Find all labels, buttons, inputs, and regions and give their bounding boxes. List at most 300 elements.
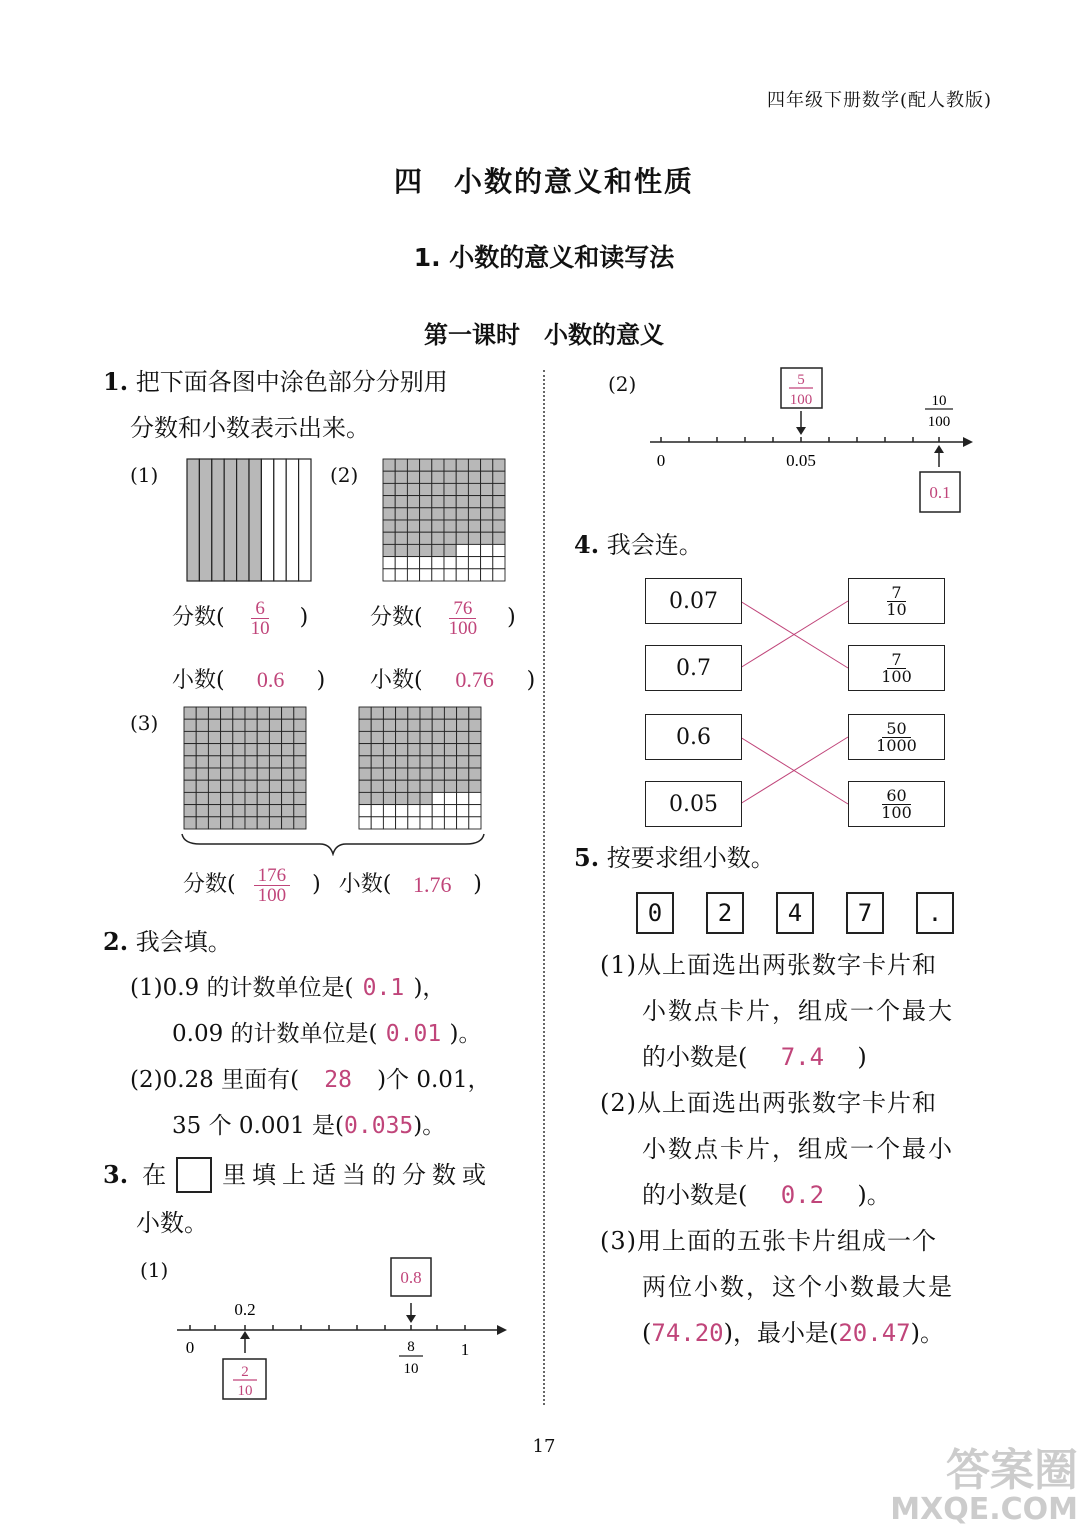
grid-cell xyxy=(196,719,208,731)
strip-8 xyxy=(274,459,286,581)
grid-cell xyxy=(269,768,281,780)
grid-cell xyxy=(444,780,456,792)
q1-prompt-line1: 把下面各图中涂色部分分别用 xyxy=(135,368,448,396)
grid-cell xyxy=(359,744,371,756)
grid-cell xyxy=(245,780,257,792)
grid-cell xyxy=(432,780,444,792)
grid-cell xyxy=(432,520,444,532)
column-divider xyxy=(543,370,545,1405)
q4-left-card-2[interactable]: 0.7 xyxy=(645,645,742,691)
frac-numerator: 6 xyxy=(251,599,269,619)
grid-cell xyxy=(269,817,281,829)
box-frac-den: 10 xyxy=(237,1383,253,1399)
grid-cell xyxy=(481,483,493,495)
strip-3 xyxy=(212,459,224,581)
grid-cell xyxy=(383,719,395,731)
q5-p3-line2: 两位小数，这个小数最大是 xyxy=(642,1273,954,1301)
text: )，最小是( xyxy=(723,1319,839,1347)
grid-cell xyxy=(457,707,469,719)
grid-cell xyxy=(383,459,395,471)
grid-cell xyxy=(408,780,420,792)
answer-min: 20.47 xyxy=(838,1319,911,1347)
strip-10 xyxy=(299,459,311,581)
grid-cell xyxy=(457,744,469,756)
watermark-line2: MXQE.COM xyxy=(890,1492,1078,1527)
grid-cell xyxy=(383,532,395,544)
grid-cell xyxy=(493,520,505,532)
grid-cell xyxy=(407,569,419,581)
grid-cell xyxy=(444,731,456,743)
unit-title: 四 小数的意义和性质 xyxy=(393,165,694,198)
answer-fraction xyxy=(247,599,274,638)
answer: 28 xyxy=(324,1067,352,1093)
grid-cell xyxy=(444,768,456,780)
grid-cell xyxy=(245,817,257,829)
grid-cell xyxy=(371,756,383,768)
grid-cell xyxy=(359,780,371,792)
grid-cell xyxy=(420,744,432,756)
grid-cell xyxy=(383,780,395,792)
text: 在 xyxy=(142,1161,167,1189)
grid-cell xyxy=(282,792,294,804)
grid-cell xyxy=(257,731,269,743)
q5-p2-line2: 小数点卡片，组成一个最小 xyxy=(642,1135,954,1163)
q1-part3-answers xyxy=(183,865,482,905)
grid-cell xyxy=(456,544,468,556)
lesson-title: 第一课时 小数的意义 xyxy=(424,321,664,349)
grid-cell xyxy=(457,756,469,768)
grid-cell xyxy=(184,780,196,792)
grid-cell xyxy=(282,756,294,768)
digit-card-0[interactable]: 0 xyxy=(636,892,674,934)
grid-cell xyxy=(420,483,432,495)
grid-cell xyxy=(184,792,196,804)
grid-cell xyxy=(493,483,505,495)
grid-cell xyxy=(383,483,395,495)
grid-cell xyxy=(469,768,481,780)
fraction-label: 分数( xyxy=(183,872,236,897)
grid-cell xyxy=(408,792,420,804)
grid-cell xyxy=(420,756,432,768)
grid-cell xyxy=(408,719,420,731)
grid-cell xyxy=(221,792,233,804)
q2-line2 xyxy=(172,1014,481,1054)
grid-cell xyxy=(257,756,269,768)
grid-cell xyxy=(444,508,456,520)
grid-cell xyxy=(371,792,383,804)
strip-6 xyxy=(249,459,261,581)
grid-cell xyxy=(481,496,493,508)
grid-cell xyxy=(359,756,371,768)
grid-cell xyxy=(432,707,444,719)
den: 100 xyxy=(881,802,912,822)
grid-cell xyxy=(184,731,196,743)
grid-cell xyxy=(432,569,444,581)
q1-part2-decimal-answer xyxy=(370,660,535,701)
grid-cell xyxy=(469,719,481,731)
frac-denominator: 10 xyxy=(250,617,270,639)
grid-cell xyxy=(457,719,469,731)
q5-p2-line3 xyxy=(642,1175,891,1215)
frac-den: 10 xyxy=(403,1361,419,1377)
grid-cell xyxy=(395,520,407,532)
grid-cell xyxy=(233,817,245,829)
grid-cell xyxy=(420,471,432,483)
grid-cell xyxy=(457,817,469,829)
grid-cell xyxy=(257,805,269,817)
grid-cell xyxy=(395,557,407,569)
grid-cell xyxy=(407,508,419,520)
q1-figure-grid-full xyxy=(183,706,307,830)
q1-part2-fraction-answer xyxy=(370,598,516,638)
grid-cell xyxy=(444,817,456,829)
box-answer-0-8: 0.8 xyxy=(400,1268,422,1287)
grid-cell xyxy=(196,792,208,804)
grid-cell xyxy=(432,792,444,804)
grid-cell xyxy=(396,792,408,804)
grid-cell xyxy=(383,756,395,768)
grid-cell xyxy=(269,707,281,719)
grid-cell xyxy=(457,731,469,743)
answer: 0.2 xyxy=(780,1181,825,1209)
grid-cell xyxy=(396,768,408,780)
fraction xyxy=(872,718,921,755)
grid-cell xyxy=(282,780,294,792)
text: ) xyxy=(857,1043,867,1071)
grid-cell xyxy=(371,744,383,756)
grid-cell xyxy=(444,471,456,483)
answer-fraction xyxy=(445,599,482,638)
grid-cell xyxy=(269,719,281,731)
q4-right-card-1[interactable] xyxy=(848,578,945,624)
grid-cell xyxy=(444,792,456,804)
strip-2 xyxy=(199,459,211,581)
grid-cell xyxy=(294,768,306,780)
digit-card-4[interactable]: 4 xyxy=(776,892,814,934)
grid-cell xyxy=(371,805,383,817)
q1-number: 1. xyxy=(103,367,129,396)
frac-denominator: 100 xyxy=(257,884,287,906)
grid-cell xyxy=(233,731,245,743)
grid-cell xyxy=(444,744,456,756)
grid-cell xyxy=(196,707,208,719)
grid-cell xyxy=(432,471,444,483)
grid-cell xyxy=(395,569,407,581)
grid-cell xyxy=(196,756,208,768)
grid-cell xyxy=(233,744,245,756)
grid-cell xyxy=(432,817,444,829)
grid-cell xyxy=(420,731,432,743)
grid-cell xyxy=(383,508,395,520)
grid-cell xyxy=(257,817,269,829)
strip-7 xyxy=(261,459,273,581)
grid-cell xyxy=(456,483,468,495)
grid-cell xyxy=(444,805,456,817)
grid-cell xyxy=(493,544,505,556)
q3-number-line-1 xyxy=(175,1255,515,1405)
grid-cell xyxy=(468,459,480,471)
grid-cell xyxy=(282,817,294,829)
q5-p1-line2: 小数点卡片，组成一个最大 xyxy=(642,997,954,1025)
grid-cell xyxy=(359,719,371,731)
grid-cell xyxy=(407,483,419,495)
grid-cell xyxy=(294,744,306,756)
frac-numerator: 76 xyxy=(449,599,476,619)
grid-cell xyxy=(359,731,371,743)
grid-cell xyxy=(396,707,408,719)
grid-cell xyxy=(184,817,196,829)
decimal-point-card[interactable]: . xyxy=(916,892,954,934)
grid-cell xyxy=(184,744,196,756)
fraction-label: 分数( xyxy=(172,605,225,630)
box-frac-num: 2 xyxy=(241,1364,249,1380)
q1-part3-label: (3) xyxy=(130,711,159,735)
grid-cell xyxy=(493,557,505,569)
den: 1000 xyxy=(876,735,917,755)
grid-cell xyxy=(208,780,220,792)
grid-cell xyxy=(294,756,306,768)
grid-cell xyxy=(269,780,281,792)
grid-cell xyxy=(407,532,419,544)
answer: 0.1 xyxy=(362,975,405,1001)
grid-cell xyxy=(221,780,233,792)
q4-right-card-3[interactable] xyxy=(848,714,945,760)
digit-card-7[interactable]: 7 xyxy=(846,892,884,934)
grid-cell xyxy=(245,756,257,768)
grid-cell xyxy=(493,496,505,508)
grid-cell xyxy=(221,805,233,817)
grid-cell xyxy=(407,471,419,483)
grid-cell xyxy=(420,817,432,829)
grid-cell xyxy=(294,731,306,743)
grid-cell xyxy=(468,508,480,520)
grid-cell xyxy=(257,744,269,756)
grid-cell xyxy=(432,756,444,768)
grid-cell xyxy=(456,459,468,471)
answer: 0.035 xyxy=(344,1113,414,1139)
frac-numerator: 176 xyxy=(254,866,291,886)
q4-right-card-2[interactable] xyxy=(848,645,945,691)
grid-cell xyxy=(221,744,233,756)
q4-number: 4. xyxy=(574,530,600,559)
grid-cell xyxy=(233,805,245,817)
q5-p1-line1: (1)从上面选出两张数字卡片和 xyxy=(600,951,937,979)
grid-cell xyxy=(420,792,432,804)
q4-left-card-4[interactable]: 0.05 xyxy=(645,781,742,827)
grid-cell xyxy=(456,508,468,520)
grid-cell xyxy=(221,756,233,768)
grid-cell xyxy=(383,731,395,743)
q2-prompt-text: 我会填。 xyxy=(135,928,232,956)
strip-1 xyxy=(187,459,199,581)
grid-cell xyxy=(208,707,220,719)
grid-cell xyxy=(420,557,432,569)
grid-cell xyxy=(269,744,281,756)
grid-cell xyxy=(396,805,408,817)
grid-cell xyxy=(359,817,371,829)
text: (1)0.9 的计数单位是( xyxy=(130,975,354,1001)
grid-cell xyxy=(221,768,233,780)
grid-cell xyxy=(432,483,444,495)
tick-label-1: 1 xyxy=(460,1340,470,1359)
grid-cell xyxy=(196,768,208,780)
grid-cell xyxy=(408,756,420,768)
grid-cell xyxy=(233,792,245,804)
grid-cell xyxy=(371,768,383,780)
grid-cell xyxy=(208,756,220,768)
answer-fraction xyxy=(254,866,291,905)
text: )。 xyxy=(910,1319,944,1347)
grid-cell xyxy=(407,459,419,471)
grid-cell xyxy=(408,817,420,829)
text: 里填上适当的分数或 xyxy=(222,1161,493,1189)
q4-left-card-3[interactable]: 0.6 xyxy=(645,714,742,760)
text: )， xyxy=(413,975,446,1001)
box-frac-den: 100 xyxy=(789,392,813,408)
grid-cell xyxy=(420,780,432,792)
label-0-05: 0.05 xyxy=(786,451,816,470)
grid-cell xyxy=(444,569,456,581)
grid-cell xyxy=(457,792,469,804)
grid-cell xyxy=(468,557,480,569)
q5-number: 5. xyxy=(574,843,600,872)
strip-5 xyxy=(237,459,249,581)
grid-cell xyxy=(396,719,408,731)
grid-cell xyxy=(493,471,505,483)
grid-cell xyxy=(245,731,257,743)
grid-cell xyxy=(282,805,294,817)
grid-cell xyxy=(456,532,468,544)
watermark-line1: 答案圈 xyxy=(946,1445,1078,1496)
grid-cell xyxy=(444,483,456,495)
q1-prompt-line2: 分数和小数表示出来。 xyxy=(130,414,370,442)
grid-cell xyxy=(408,707,420,719)
fraction xyxy=(877,649,916,686)
grid-cell xyxy=(294,805,306,817)
grid-cell xyxy=(456,520,468,532)
text: )。 xyxy=(857,1181,891,1209)
grid-cell xyxy=(469,805,481,817)
grid-cell xyxy=(395,496,407,508)
grid-cell xyxy=(395,532,407,544)
grid-cell xyxy=(432,508,444,520)
grid-cell xyxy=(196,817,208,829)
q2-line4 xyxy=(172,1106,445,1146)
grid-cell xyxy=(468,483,480,495)
fraction-label: 分数( xyxy=(370,605,423,630)
grid-cell xyxy=(469,792,481,804)
grid-cell xyxy=(493,508,505,520)
grid-cell xyxy=(432,557,444,569)
grid-cell xyxy=(396,744,408,756)
grid-cell xyxy=(282,707,294,719)
num: 7 xyxy=(887,652,905,669)
grid-cell xyxy=(444,557,456,569)
q3-part2-label: (2) xyxy=(608,372,637,396)
q4-prompt-text: 我会连。 xyxy=(606,531,703,559)
grid-cell xyxy=(468,544,480,556)
grid-cell xyxy=(408,731,420,743)
grid-cell xyxy=(233,719,245,731)
grid-cell xyxy=(184,805,196,817)
grid-cell xyxy=(383,520,395,532)
grid-cell xyxy=(407,544,419,556)
num: 7 xyxy=(887,585,905,602)
label-0-2: 0.2 xyxy=(234,1300,256,1319)
text: 0.09 的计数单位是( xyxy=(172,1021,378,1047)
grid-cell xyxy=(233,756,245,768)
grid-cell xyxy=(233,707,245,719)
grid-cell xyxy=(395,544,407,556)
grid-cell xyxy=(221,817,233,829)
q3-number-line-2 xyxy=(645,365,980,520)
q1-prompt xyxy=(103,362,448,402)
grid-cell xyxy=(420,569,432,581)
grid-cell xyxy=(469,756,481,768)
answer: 0.01 xyxy=(385,1021,442,1047)
grid-cell xyxy=(383,805,395,817)
strip-4 xyxy=(224,459,236,581)
watermark xyxy=(890,1445,1078,1527)
q1-figure-strips xyxy=(186,458,312,582)
grid-cell xyxy=(420,544,432,556)
grid-cell xyxy=(432,496,444,508)
grid-cell xyxy=(420,805,432,817)
grid-cell xyxy=(481,508,493,520)
grid-cell xyxy=(257,707,269,719)
grid-cell xyxy=(481,459,493,471)
q1-figure-grid-partial xyxy=(358,706,482,830)
grid-cell xyxy=(282,731,294,743)
paren-close: ) xyxy=(312,872,321,897)
q4-right-card-4[interactable] xyxy=(848,781,945,827)
grid-cell xyxy=(444,756,456,768)
grid-cell xyxy=(245,707,257,719)
grid-cell xyxy=(208,744,220,756)
grid-cell xyxy=(432,805,444,817)
q5-p2-line1: (2)从上面选出两张数字卡片和 xyxy=(600,1089,937,1117)
grid-cell xyxy=(396,817,408,829)
grid-cell xyxy=(282,719,294,731)
frac-num: 10 xyxy=(931,393,947,409)
text: )。 xyxy=(449,1021,482,1047)
grid-cell xyxy=(257,780,269,792)
grid-cell xyxy=(481,544,493,556)
grid-cell xyxy=(493,532,505,544)
grid-cell xyxy=(396,731,408,743)
grid-cell xyxy=(444,719,456,731)
grid-cell xyxy=(294,817,306,829)
num: 50 xyxy=(882,721,910,738)
q4-left-card-1[interactable]: 0.07 xyxy=(645,578,742,624)
paren-close: ) xyxy=(316,668,326,693)
paren-close: ) xyxy=(473,872,482,897)
grid-cell xyxy=(383,496,395,508)
grid-cell xyxy=(395,508,407,520)
q5-p1-line3 xyxy=(642,1037,867,1077)
grid-cell xyxy=(468,496,480,508)
decimal-label: 小数( xyxy=(370,668,423,693)
digit-card-2[interactable]: 2 xyxy=(706,892,744,934)
grid-cell xyxy=(407,496,419,508)
grid-cell xyxy=(294,780,306,792)
grid-cell xyxy=(184,768,196,780)
grid-cell xyxy=(420,768,432,780)
q2-prompt xyxy=(103,922,232,962)
grid-cell xyxy=(383,707,395,719)
q2-line3 xyxy=(130,1060,491,1100)
grid-cell xyxy=(208,731,220,743)
